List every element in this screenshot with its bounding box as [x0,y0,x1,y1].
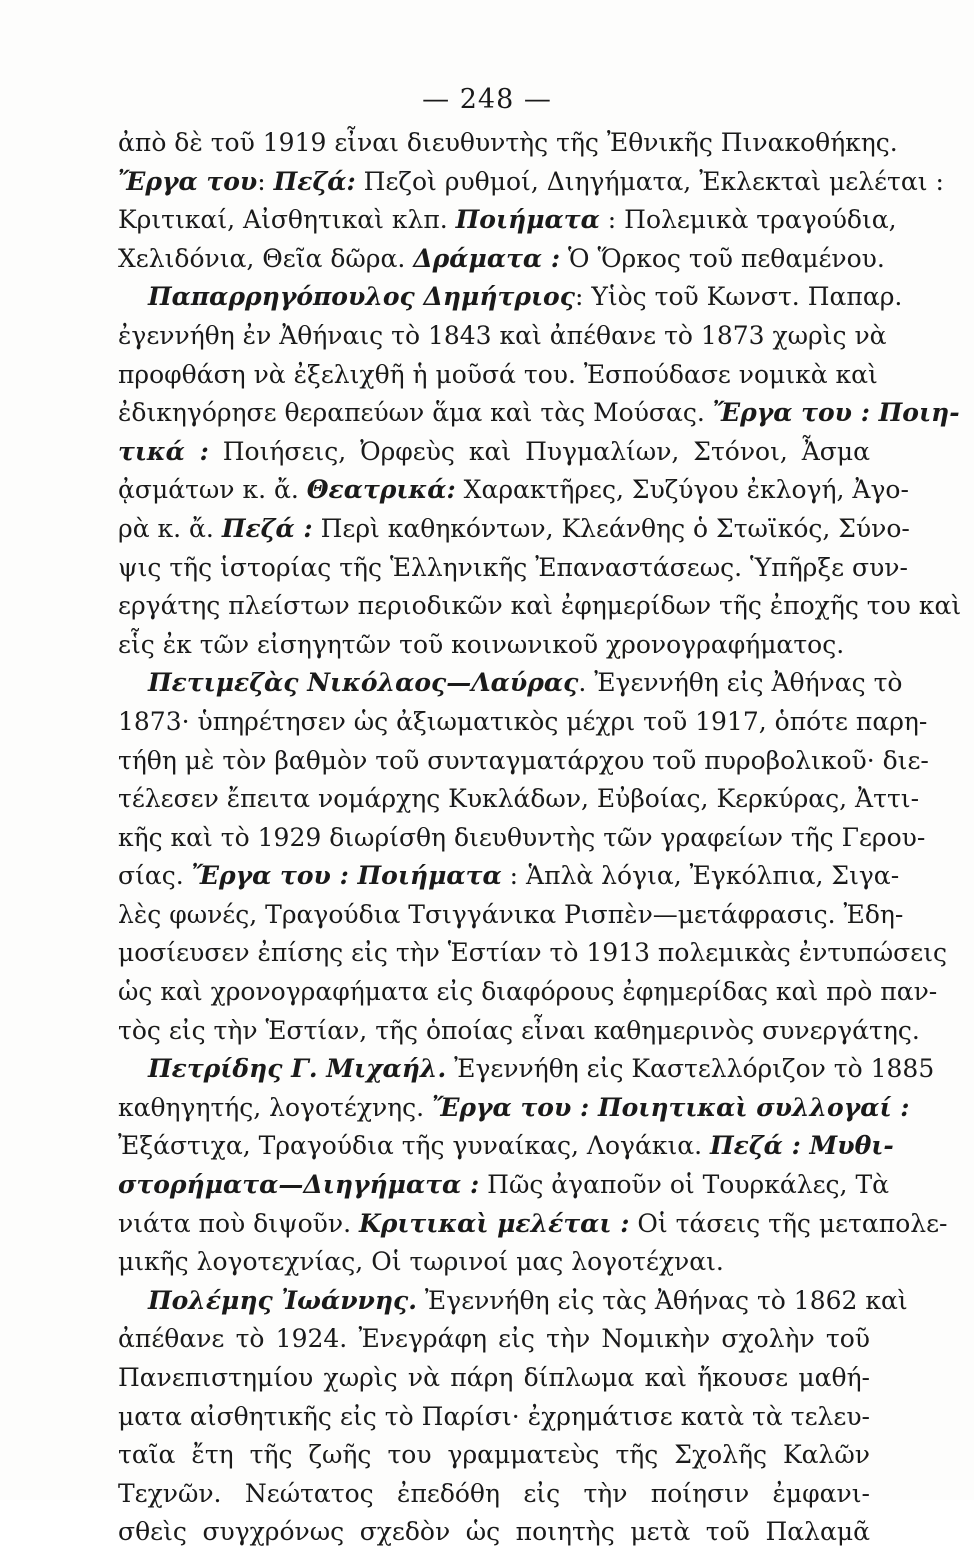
body-text: Πεζοὶ ρυθμοί, Διηγήματα, Ἐκλεκταὶ μελέται : [355,166,944,196]
body-text: τὸς εἰς τὴν Ἑστίαν, τῆς ὁποίας εἶναι καθημερινὸς συνεργάτης. [118,1015,920,1045]
emphasis-text: Πετιμεζὰς Νικόλαος—Λαύρας [148,668,579,698]
body-text: τέλεσεν ἔπειτα νομάρχης Κυκλάδων, Εὐβοίας, Κερκύρας, Ἀττι- [118,784,920,814]
text-line [118,278,903,317]
emphasis-text: Δράματα : [413,243,561,273]
text-line [118,1089,910,1128]
body-text: Οἱ τάσεις τῆς μεταπολε- [629,1208,948,1238]
body-text: Ποιήσεις, Ὀρφεὺς καὶ Πυγμαλίων, Στόνοι, Ἆσμα [208,436,870,466]
body-text: τήθη μὲ τὸν βαθμὸν τοῦ συνταγματάρχου τοῦ πυροβολικοῦ· διε- [118,745,929,775]
emphasis-text: Ἔργα του : Ποιήματα [191,861,502,891]
body-text: Ὁ Ὅρκος τοῦ πεθαμένου. [560,243,885,273]
body-text: ψις τῆς ἱστορίας τῆς Ἑλληνικῆς Ἐπαναστάσεως. Ὑπῆρξε συν- [118,552,908,582]
emphasis-text: Ἔργα του : Ποιητικαὶ συλλογαί : [432,1092,910,1122]
body-text: : [257,166,274,196]
text-line [118,1320,870,1359]
text-line [118,587,962,626]
body-text: μικῆς λογοτεχνίας, Οἱ τωρινοί μας λογοτέχναι. [118,1247,724,1277]
text-line [118,664,903,703]
body-text: ἐδικηγόρησε θεραπεύων ἅμα καὶ τὰς Μούσας. [118,398,713,428]
text-line [118,857,900,896]
text-line [118,433,870,472]
text-line [118,1513,870,1552]
text-line [118,742,929,781]
emphasis-text: Ἔργα του : Ποιη- [712,398,960,428]
body-text: : Υἱὸς τοῦ Κωνστ. Παπαρ. [574,282,903,312]
text-line [118,124,898,163]
text-line [118,1166,890,1205]
body-text: Ἐξάστιχα, Τραγούδια τῆς γυναίκας, Λογάκια. [118,1131,711,1161]
page-number: — 248 — [422,84,552,115]
text-line [118,1475,870,1514]
body-text: 1873· ὑπηρέτησεν ὡς ἀξιωματικὸς μέχρι τοῦ 1917, ὁπότε παρη- [118,706,928,736]
text-line [118,394,960,433]
body-text: . Ἐγεννήθη εἰς Ἀθήνας τὸ [578,668,903,698]
text-line [118,510,910,549]
text-line [118,1398,870,1437]
body-text: ἀπέθανε τὸ 1924. Ἐνεγράφη εἰς τὴν Νομικὴν σχολὴν τοῦ [118,1324,870,1354]
emphasis-text: στορήματα—Διηγήματα : [118,1170,480,1200]
body-text: : Ἁπλὰ λόγια, Ἐγκόλπια, Σιγα- [501,861,900,891]
emphasis-text: Ποιήματα [455,205,600,235]
text-line [118,201,897,240]
text-line [118,549,908,588]
body-text: ρὰ κ. ἄ. [118,513,222,543]
emphasis-text: Πετρίδης Γ. Μιχαήλ. [148,1054,447,1084]
body-text: Ἐγεννήθη εἰς Καστελλόριζον τὸ 1885 [446,1054,935,1084]
body-text: ὡς καὶ χρονογραφήματα εἰς διαφόρους ἐφημερίδας καὶ πρὸ παν- [118,977,938,1007]
body-text: ᾀσμάτων κ. ἄ. [118,475,307,505]
body-text: σθεὶς συγχρόνως σχεδὸν ὡς ποιητὴς μετὰ τοῦ Παλαμᾶ [118,1517,870,1547]
body-text: Χαρακτῆρες, Συζύγου ἐκλογή, Ἀγο- [455,475,909,505]
text-line [118,1012,920,1051]
body-text: κῆς καὶ τὸ 1929 διωρίσθη διευθυντὴς τῶν γραφείων τῆς Γερου- [118,822,926,852]
text-line [118,973,938,1012]
text-line [118,1243,870,1282]
text-line [118,317,887,356]
body-text: ἀπὸ δὲ τοῦ 1919 εἶναι διευθυντὴς τῆς Ἐθνικῆς Πινακοθήκης. [118,128,898,157]
body-text: εργάτης πλείστων περιοδικῶν καὶ ἐφημερίδων τῆς ἐποχῆς του καὶ [118,591,962,621]
text-line [118,1436,870,1475]
text-line [118,1127,894,1166]
body-text: Τεχνῶν. Νεώτατος ἐπεδόθη εἰς τὴν ποίησιν ἐμφανι- [118,1478,870,1508]
body-text: ταῖα ἔτη τῆς ζωῆς του γραμματεὺς τῆς Σχολῆς Καλῶν [118,1440,870,1470]
text-line [118,471,909,510]
page-text-body [118,124,962,1552]
body-text: προφθάση νὰ ἐξελιχθῆ ἡ μοῦσά του. Ἐσπούδασε νομικὰ καὶ [118,359,878,389]
text-line [118,626,870,665]
body-text: ματα αἰσθητικῆς εἰς τὸ Παρίσι· ἐχρημάτισε κατὰ τὰ τελευ- [118,1401,870,1431]
text-line [118,240,885,279]
body-text: Κριτικαί, Αἰσθητικαὶ κλπ. [118,205,456,235]
body-text: εἷς ἐκ τῶν εἰσηγητῶν τοῦ κοινωνικοῦ χρονογραφήματος. [118,629,845,659]
text-line [118,1205,948,1244]
text-line [118,703,928,742]
emphasis-text: Ἔργα του [118,166,258,196]
text-line [118,1282,908,1321]
body-text: μοσίευσεν ἐπίσης εἰς τὴν Ἑστίαν τὸ 1913 πολεμικὰς ἐντυπώσεις [118,938,947,968]
text-line [118,819,926,858]
emphasis-text: Πεζά: [273,166,356,196]
body-text: νιάτα ποὺ διψοῦν. [118,1208,359,1238]
text-line [118,934,947,973]
body-text: καθηγητής, λογοτέχνης. [118,1092,433,1122]
body-text: Περὶ καθηκόντων, Κλεάνθης ὁ Στωϊκός, Σύνο- [312,513,910,543]
body-text: σίας. [118,861,192,891]
body-text: Πῶς ἀγαποῦν οἱ Τουρκάλες, Τὰ [479,1170,890,1200]
emphasis-text: Θεατρικά: [306,475,456,505]
body-text: Χελιδόνια, Θεῖα δῶρα. [118,243,414,273]
text-line [118,163,944,202]
emphasis-text: Παπαρρηγόπουλος Δημήτριος [148,282,575,312]
body-text: ἐγεννήθη ἐν Ἀθήναις τὸ 1843 καὶ ἀπέθανε τὸ 1873 χωρὶς νὰ [118,320,887,350]
emphasis-text: τικά : [118,436,209,466]
text-line [118,780,920,819]
text-line [118,896,904,935]
text-line [118,356,878,395]
body-text: Πανεπιστημίου χωρὶς νὰ πάρη δίπλωμα καὶ ἤκουσε μαθή- [118,1363,870,1392]
text-line [118,1359,870,1398]
body-text: λὲς φωνές, Τραγούδια Τσιγγάνικα Ρισπὲν—μετάφρασις. Ἐδη- [118,899,904,929]
emphasis-text: Πεζά : Μυθι- [710,1131,894,1161]
text-line [118,1050,935,1089]
body-text: Ἐγεννήθη εἰς τὰς Ἀθήνας τὸ 1862 καὶ [416,1285,908,1315]
body-text: : Πολεμικὰ τραγούδια, [599,205,897,235]
emphasis-text: Πεζά : [221,513,313,543]
emphasis-text: Κριτικαὶ μελέται : [358,1208,630,1238]
emphasis-text: Πολέμης Ἰωάννης. [148,1285,417,1315]
